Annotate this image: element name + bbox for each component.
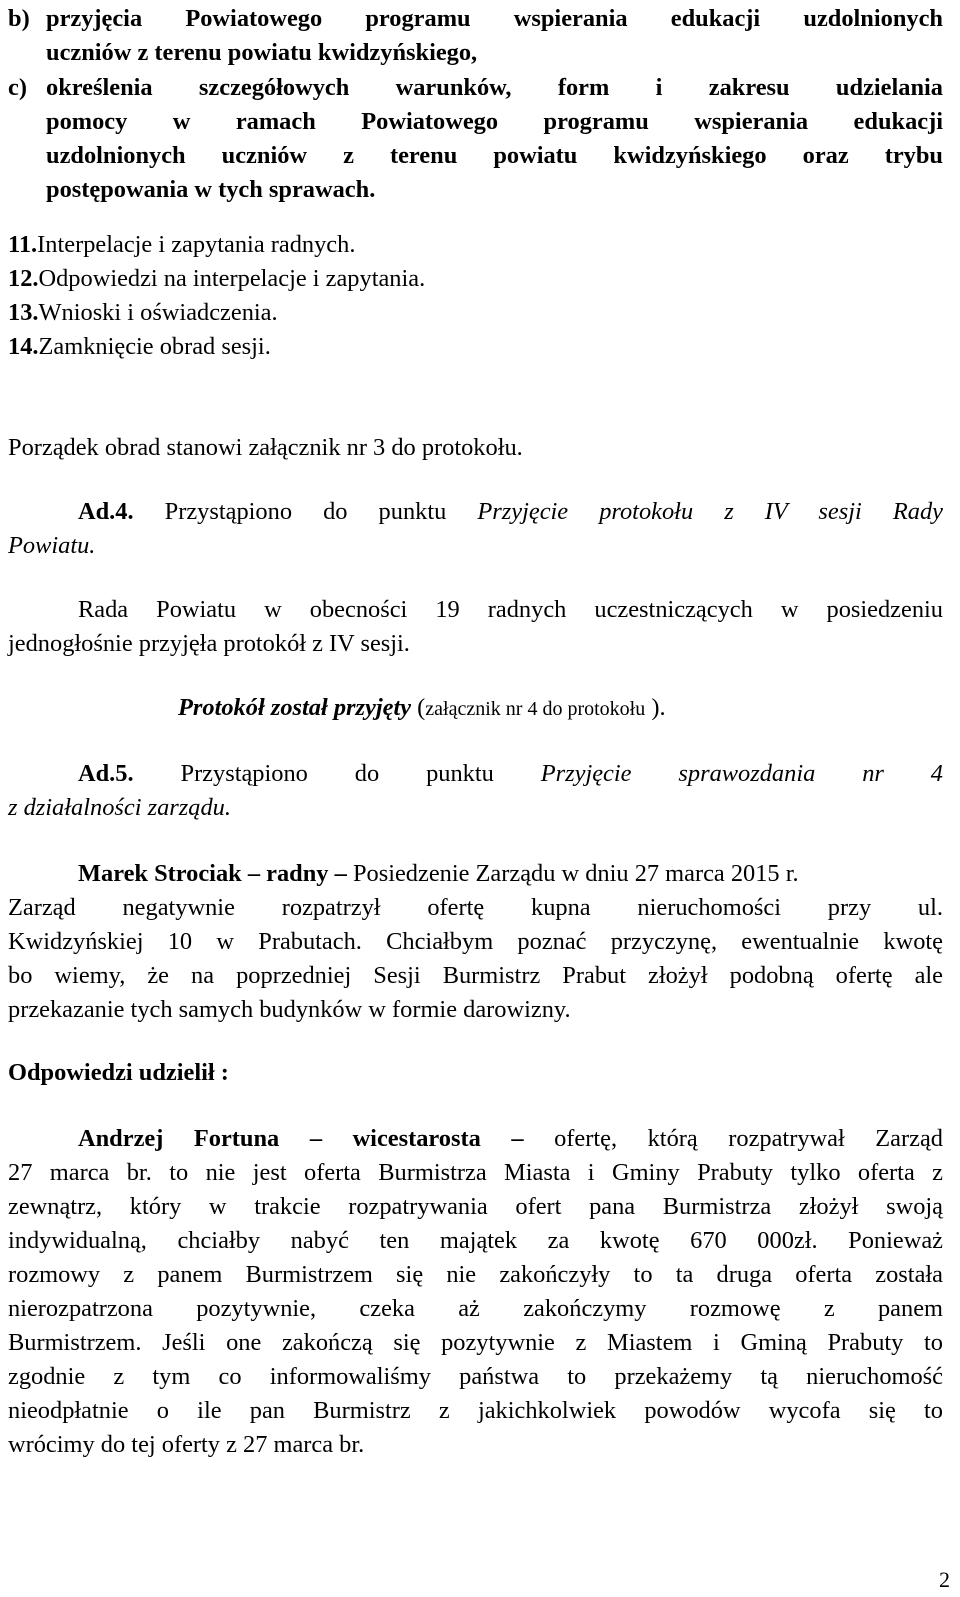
statement-line: bo wiemy, że na poprzedniej Sesji Burmistrz Prabut złożył podobną ofertę ale (8, 962, 943, 989)
ad4-paren-open: ( (411, 694, 426, 721)
agenda-note: Porządek obrad stanowi załącznik nr 3 do protokołu. (8, 434, 523, 461)
statement2-first-line (8, 1122, 943, 1156)
answers-heading: Odpowiedzi udzielił : (8, 1059, 229, 1086)
agenda-text: Interpelacje i zapytania radnych. (37, 231, 356, 258)
agenda-text: Wnioski i oświadczenia. (38, 299, 278, 326)
page-number: 2 (939, 1567, 950, 1592)
agenda-text: Odpowiedzi na interpelacje i zapytania. (38, 265, 426, 292)
dash: – (334, 860, 347, 887)
statement-line: nieodpłatnie o ile pan Burmistrz z jakichkolwiek powodów wycofa się to (8, 1397, 943, 1424)
statement-line: Kwidzyńskiej 10 w Prabutach. Chciałbym poznać przyczynę, ewentualnie kwotę (8, 928, 943, 955)
agenda-number: 12. (8, 265, 39, 292)
ad4-label: Ad.4. (78, 498, 134, 525)
agenda-item-11 (8, 228, 355, 262)
ad5-intro: Przystąpiono do punktu (180, 760, 494, 787)
statement-line: rozmowy z panem Burmistrzem się nie zakończyły to ta druga oferta została (8, 1261, 943, 1288)
speaker-role: radny (266, 860, 329, 887)
ad5-title: Przyjęcie sprawozdania nr 4 (540, 760, 943, 787)
agenda-item-line: pomocy w ramach Powiatowego programu wspierania edukacji (46, 108, 943, 135)
agenda-item-line: przyjęcia Powiatowego programu wspierania edukacji uzdolnionych (46, 5, 943, 32)
statement-line: indywidualną, chciałby nabyć ten majątek za kwotę 670 000zł. Ponieważ (8, 1227, 943, 1254)
ad4-result-text: Protokół został przyjęty (178, 694, 412, 721)
speaker-role: wicestarosta (352, 1125, 481, 1152)
ad4-intro: Przystąpiono do punktu (164, 498, 447, 525)
agenda-item-line: uzdolnionych uczniów z terenu powiatu kwidzyńskiego oraz trybu (46, 142, 943, 169)
ad5-title-continued: z działalności zarządu. (8, 794, 231, 821)
agenda-item-14 (8, 330, 271, 364)
statement-line: przekazanie tych samych budynków w formie darowizny. (8, 996, 571, 1023)
agenda-number: 13. (8, 299, 39, 326)
dash: – (511, 1125, 524, 1152)
statement-line: zgodnie z tym co informowaliśmy państwa to przekażemy tą nieruchomość (8, 1363, 943, 1390)
agenda-number: 11. (8, 231, 38, 258)
statement-text: Posiedzenie Zarządu w dniu 27 marca 2015 r. (352, 860, 799, 887)
ad4-result (178, 691, 666, 726)
ad4-body-line: Rada Powiatu w obecności 19 radnych uczestniczących w posiedzeniu (78, 596, 943, 623)
agenda-number: 14. (8, 333, 39, 360)
ad4-body-line: jednogłośnie przyjęła protokół z IV sesji. (8, 630, 410, 657)
statement-text: ofertę, którą rozpatrywał Zarząd (554, 1125, 943, 1152)
statement1-first-line (78, 857, 799, 891)
agenda-text: Zamknięcie obrad sesji. (38, 333, 271, 360)
agenda-item-marker: b) (8, 5, 30, 32)
statement-line: 27 marca br. to nie jest oferta Burmistrza Miasta i Gminy Prabuty tylko oferta z (8, 1159, 943, 1186)
agenda-item-marker: c) (8, 74, 27, 101)
ad5-heading-line (8, 757, 943, 791)
statement-line: zewnątrz, który w trakcie rozpatrywania ofert pana Burmistrza złożył swoją (8, 1193, 943, 1220)
dash: – (309, 1125, 323, 1152)
statement-line: wrócimy do tej oferty z 27 marca br. (8, 1431, 365, 1458)
ad4-title-continued: Powiatu. (8, 532, 96, 559)
agenda-item-13 (8, 296, 278, 330)
agenda-item-line: określenia szczegółowych warunków, form i zakresu udzielania (46, 74, 943, 101)
agenda-item-line: postępowania w tych sprawach. (46, 176, 376, 203)
ad4-paren-close: ). (645, 694, 666, 721)
speaker-name: Andrzej Fortuna (78, 1125, 280, 1152)
agenda-item-line: uczniów z terenu powiatu kwidzyńskiego, (46, 39, 478, 66)
statement-line: nierozpatrzona pozytywnie, czeka aż zakończymy rozmowę z panem (8, 1295, 943, 1322)
statement-line: Burmistrzem. Jeśli one zakończą się pozytywnie z Miastem i Gminą Prabuty to (8, 1329, 943, 1356)
ad4-heading-line (8, 495, 943, 529)
ad4-attachment: załącznik nr 4 do protokołu (425, 698, 646, 720)
agenda-item-12 (8, 262, 425, 296)
ad5-label: Ad.5. (78, 760, 134, 787)
statement-line: Zarząd negatywnie rozpatrzył ofertę kupna nieruchomości przy ul. (8, 894, 943, 921)
dash: – (247, 860, 261, 887)
ad4-title: Przyjęcie protokołu z IV sesji Rady (477, 498, 943, 525)
speaker-name: Marek Strociak (78, 860, 242, 887)
